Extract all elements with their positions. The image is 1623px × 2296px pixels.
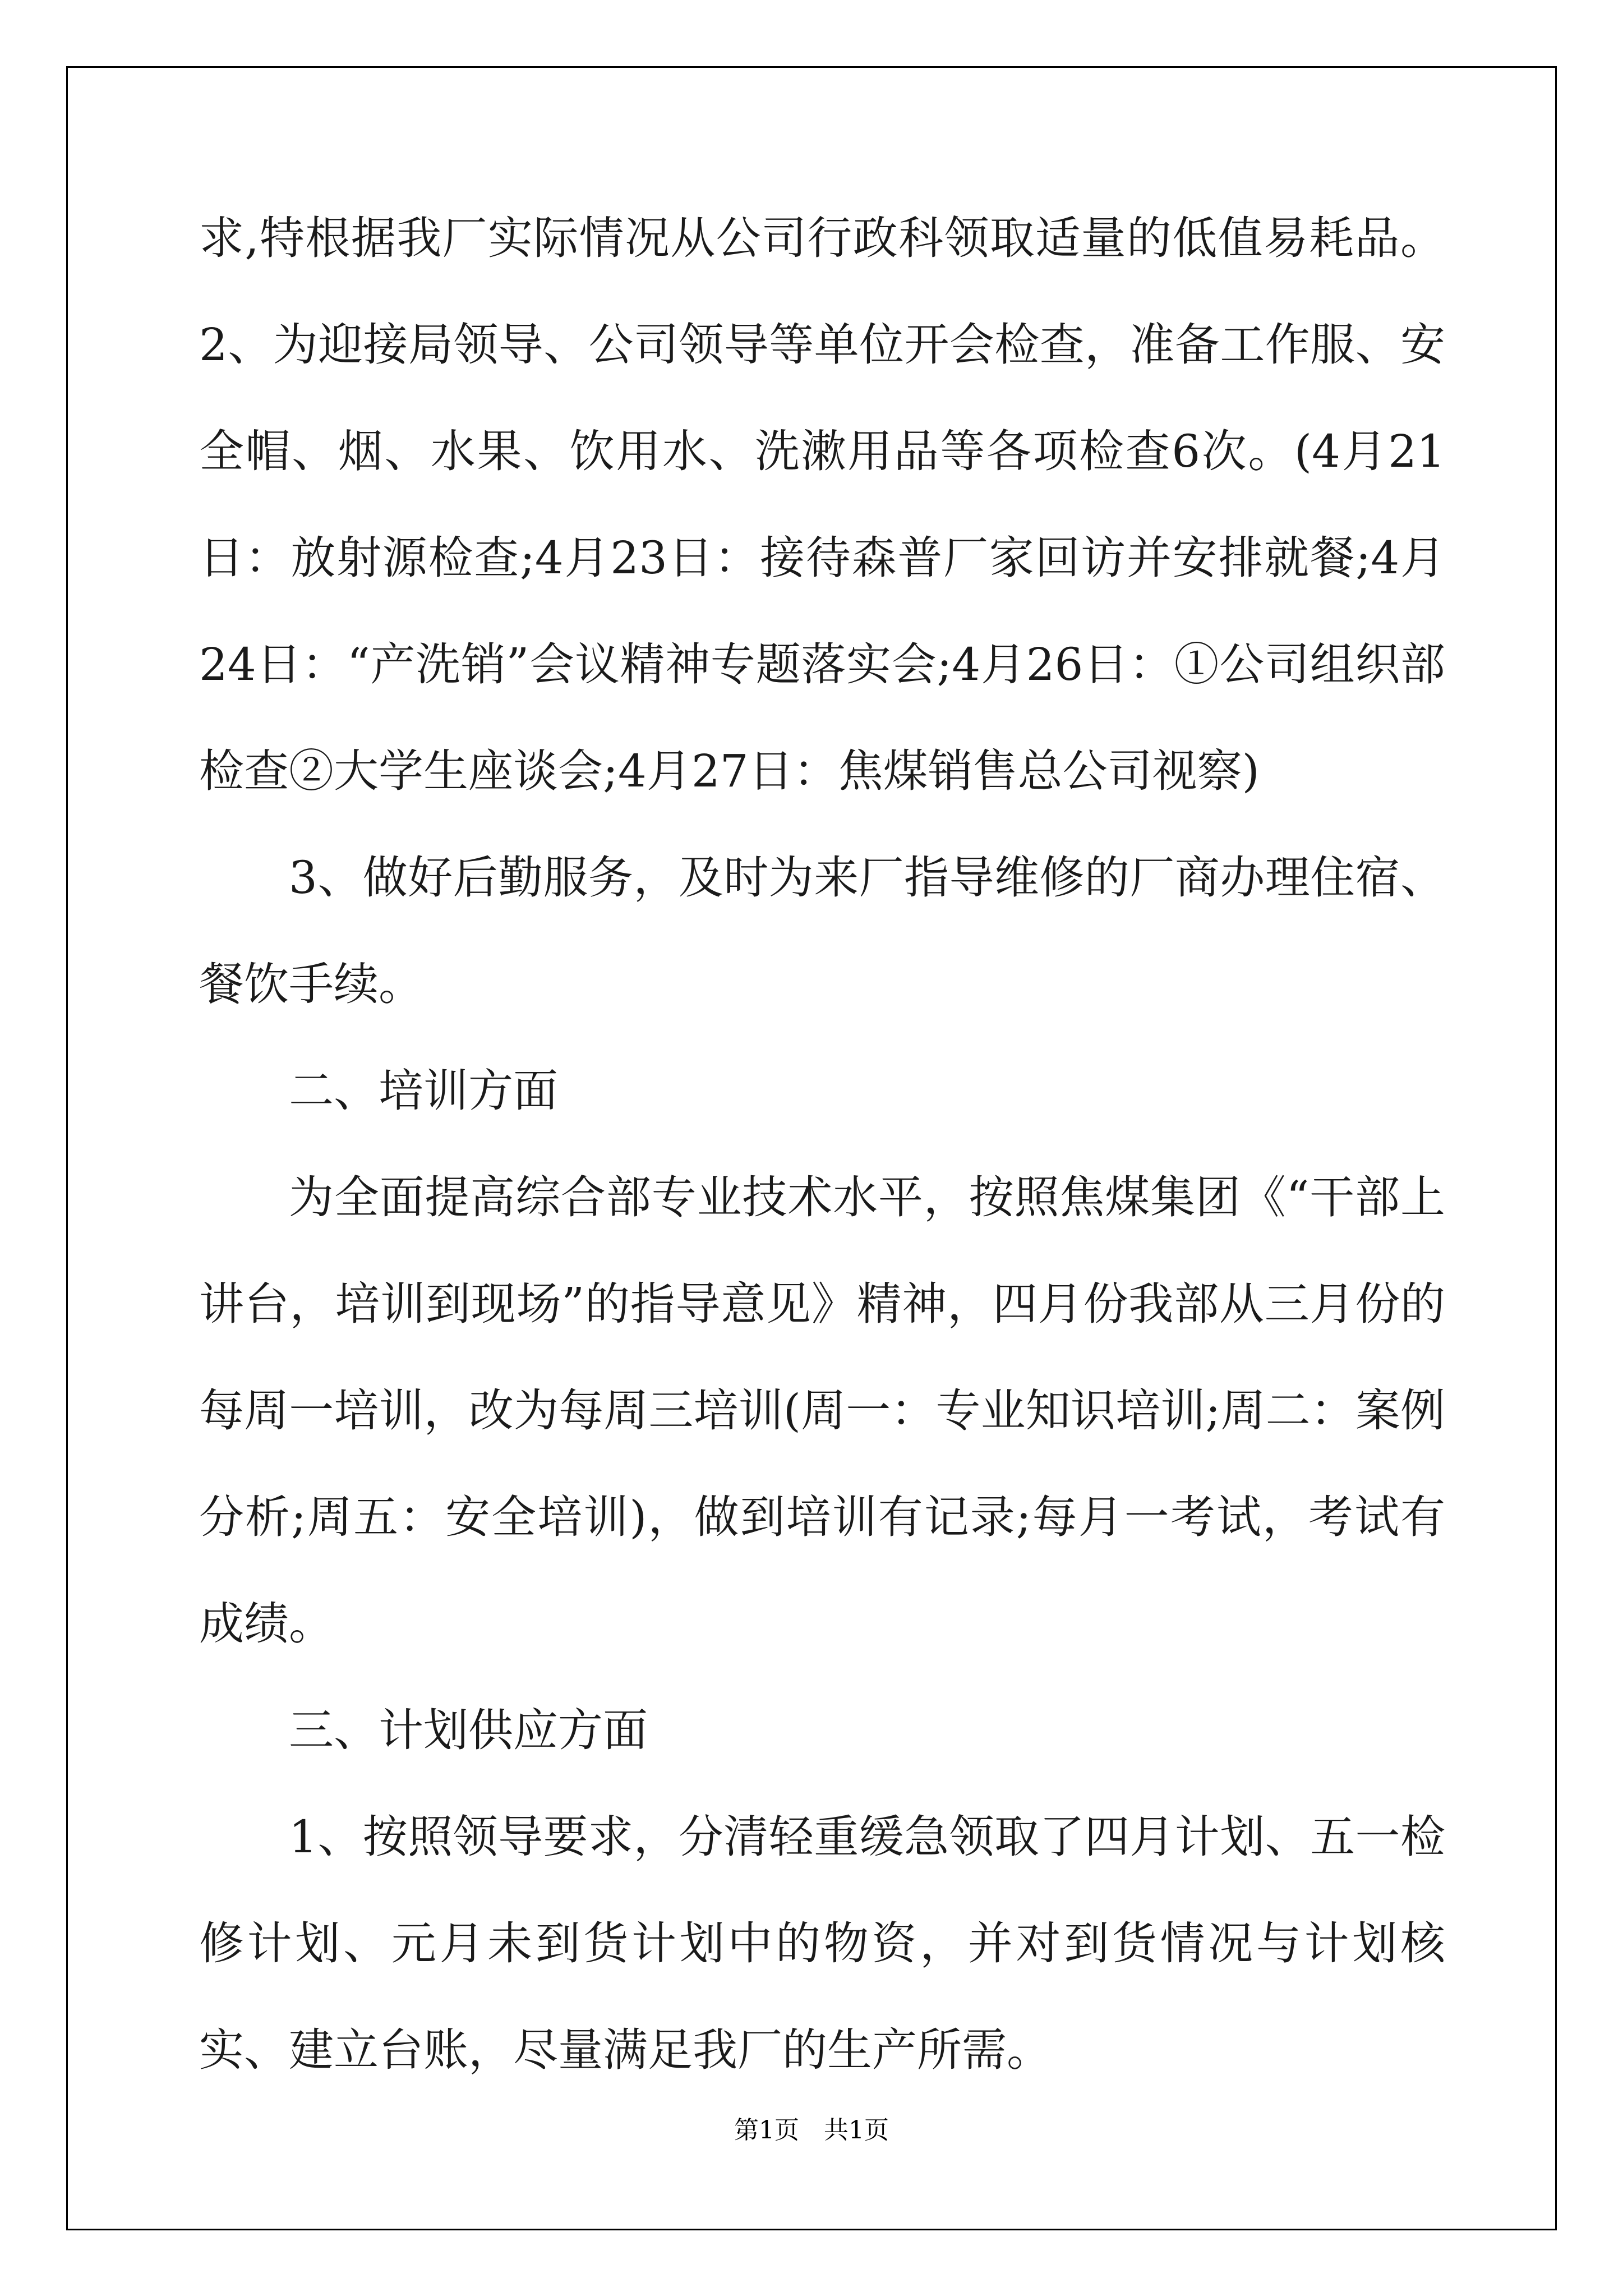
- paragraph-logistics-service: 3、做好后勤服务，及时为来厂指导维修的厂商办理住宿、餐饮手续。: [199, 852, 1445, 1010]
- page-footer: 第1页 共1页: [734, 2116, 889, 2145]
- paragraph-training: 为全面提高综合部专业技术水平，按照焦煤集团《“干部上讲台，培训到现场”的指导意见》精神，四月份我部从三月份的每周一培训，改为每周三培训(周一：专业知识培训;周二：案例分析;周五：安全培训)，做到培训有记录;每月一考试，考试有成绩。: [199, 1171, 1445, 1650]
- section-heading-supply-planning: 三、计划供应方面: [289, 1704, 648, 1756]
- document-body: [199, 185, 1445, 2104]
- section-heading-training: 二、培训方面: [289, 1065, 558, 1117]
- paragraph-items-continued: 求,特根据我厂实际情况从公司行政科领取适量的低值易耗品。 2、为迎接局领导、公司领导等单位开会检查，准备工作服、安全帽、烟、水果、饮用水、洗漱用品等各项检查6次。(4月21日：放射源检查;4月23日：接待森普厂家回访并安排就餐;4月24日：“产洗销”会议精神专题落实会;4月26日：①公司组织部检查②大学生座谈会;4月27日：焦煤销售总公司视察): [199, 212, 1445, 797]
- paragraph-supply-planning: 1、按照领导要求，分清轻重缓急领取了四月计划、五一检修计划、元月未到货计划中的物资，并对到货情况与计划核实、建立台账，尽量满足我厂的生产所需。: [199, 1811, 1445, 2076]
